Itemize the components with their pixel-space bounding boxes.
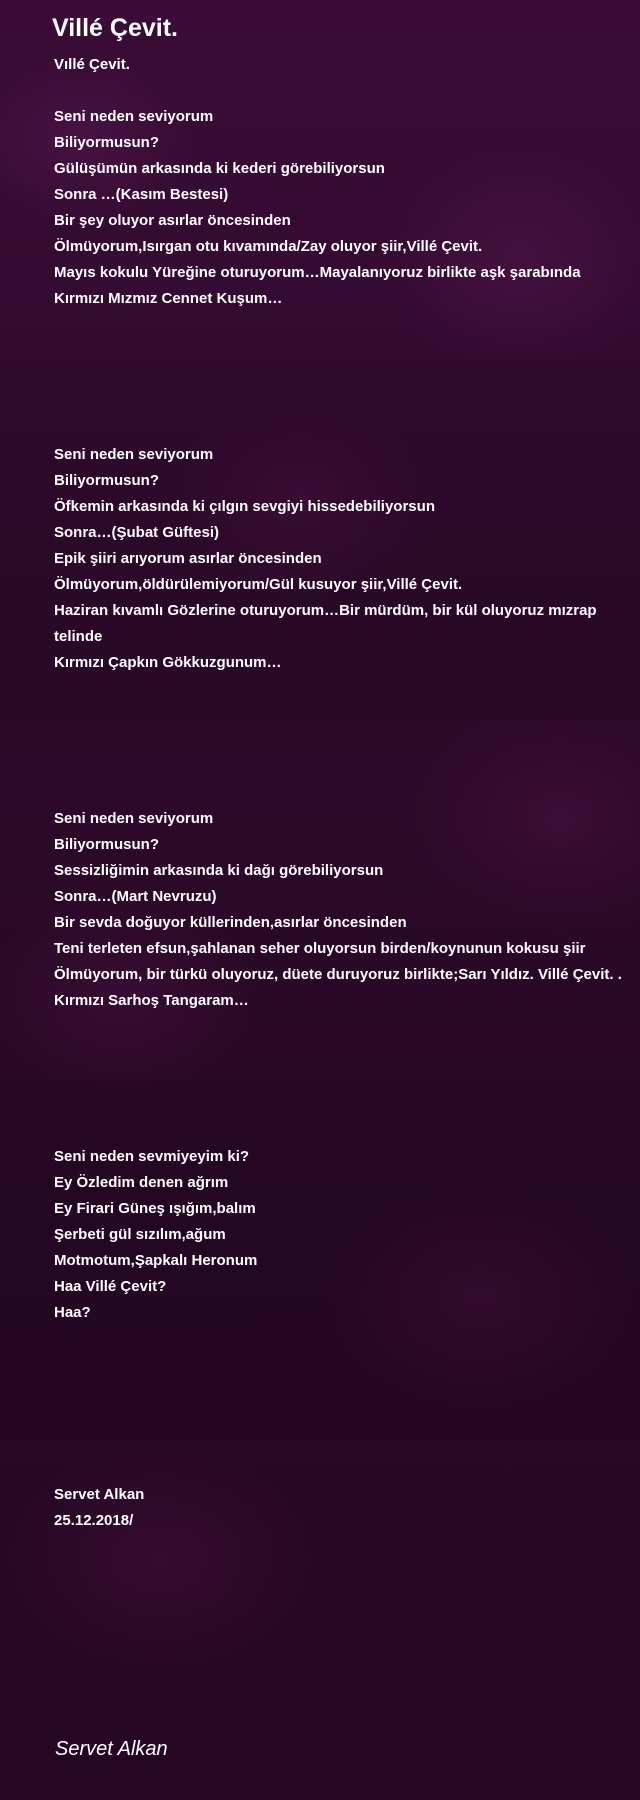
blank-line — [54, 1352, 634, 1378]
poem-line: Bir sevda doğuyor küllerinden,asırlar öncesinden — [54, 914, 407, 931]
blank-line — [54, 728, 634, 754]
poem-author: Servet Alkan — [54, 1486, 145, 1503]
blank-line — [54, 338, 634, 364]
poem-line: Haziran kıvamlı Gözlerine oturuyorum…Bir mürdüm, bir kül oluyoruz mızrap telinde — [54, 602, 597, 645]
blank-line — [54, 1456, 634, 1482]
poem-line: Biliyormusun? — [54, 836, 160, 853]
poem-line: Kırmızı Mızmız Cennet Kuşum… — [54, 290, 283, 307]
poem-line: Biliyormusun? — [54, 472, 160, 489]
stanza-4 — [54, 1144, 634, 1326]
blank-line — [54, 1430, 634, 1456]
poem-line: Mayıs kokulu Yüreğine oturuyorum…Mayalanıyoruz birlikte aşk şarabında — [54, 264, 581, 281]
poem-line: Bir şey oluyor asırlar öncesinden — [54, 212, 291, 229]
poem-line: Haa? — [54, 1304, 91, 1321]
poem-line: Şerbeti gül sızılım,ağum — [54, 1226, 226, 1243]
poem-line: Seni neden seviyorum — [54, 810, 214, 827]
poem-line: Biliyormusun? — [54, 134, 160, 151]
blank-line — [54, 754, 634, 780]
poem-line: Seni neden seviyorum — [54, 446, 214, 463]
poem-date: 25.12.2018/ — [54, 1512, 134, 1529]
blank-line — [54, 1326, 634, 1352]
poem-line: Ölmüyorum,Isırgan otu kıvamında/Zay oluyor şiir,Villé Çevit. — [54, 238, 483, 255]
blank-line — [54, 416, 634, 442]
poem-line: Haa Villé Çevit? — [54, 1278, 167, 1295]
poem-line: Ölmüyorum,öldürülemiyorum/Gül kusuyor şiir,Villé Çevit. — [54, 576, 463, 593]
blank-line — [54, 1404, 634, 1430]
blank-line — [54, 1118, 634, 1144]
poem-line: Öfkemin arkasında ki çılgın sevgiyi hissedebiliyorsun — [54, 498, 435, 515]
stanza-3 — [54, 806, 634, 1014]
poem-line: Ey Firari Güneş ışığım,balım — [54, 1200, 256, 1217]
blank-line — [54, 1092, 634, 1118]
blank-line — [54, 1066, 634, 1092]
author-signature: Servet Alkan — [55, 1738, 168, 1760]
poem-line: Kırmızı Çapkın Gökkuzgunum… — [54, 654, 282, 671]
poem-line: Sessizliğimin arkasında ki dağı görebiliyorsun — [54, 862, 384, 879]
poem-line: Motmotum,Şapkalı Heronum — [54, 1252, 258, 1269]
blank-line — [54, 780, 634, 806]
stanza-2 — [54, 442, 634, 676]
blank-line — [54, 1014, 634, 1040]
poem-heading: Vıllé Çevit. — [54, 56, 130, 73]
poem-line: Sonra…(Şubat Güftesi) — [54, 524, 220, 541]
blank-line — [54, 364, 634, 390]
stanza-1 — [54, 104, 634, 312]
blank-line — [54, 676, 634, 702]
blank-line — [54, 1378, 634, 1404]
poem-line: Ey Özledim denen ağrım — [54, 1174, 229, 1191]
blank-line — [54, 78, 634, 104]
poem-line: Seni neden sevmiyeyim ki? — [54, 1148, 250, 1165]
blank-line — [54, 390, 634, 416]
blank-line — [54, 1040, 634, 1066]
poem-body — [54, 52, 634, 1534]
poem-line: Sonra…(Mart Nevruzu) — [54, 888, 217, 905]
poem-line: Gülüşümün arkasında ki kederi görebiliyorsun — [54, 160, 385, 177]
poem-line: Kırmızı Sarhoş Tangaram… — [54, 992, 249, 1009]
poem-line: Teni terleten efsun,şahlanan seher oluyorsun birden/koynunun kokusu şiir — [54, 940, 586, 957]
poem-line: Ölmüyorum, bir türkü oluyoruz, düete duruyoruz birlikte;Sarı Yıldız. Villé Çevit. . — [54, 966, 622, 983]
poem-title: Villé Çevit. — [52, 14, 178, 42]
poem-line: Sonra …(Kasım Bestesi) — [54, 186, 229, 203]
poem-line: Epik şiiri arıyorum asırlar öncesinden — [54, 550, 322, 567]
blank-line — [54, 702, 634, 728]
poem-line: Seni neden seviyorum — [54, 108, 214, 125]
blank-line — [54, 312, 634, 338]
